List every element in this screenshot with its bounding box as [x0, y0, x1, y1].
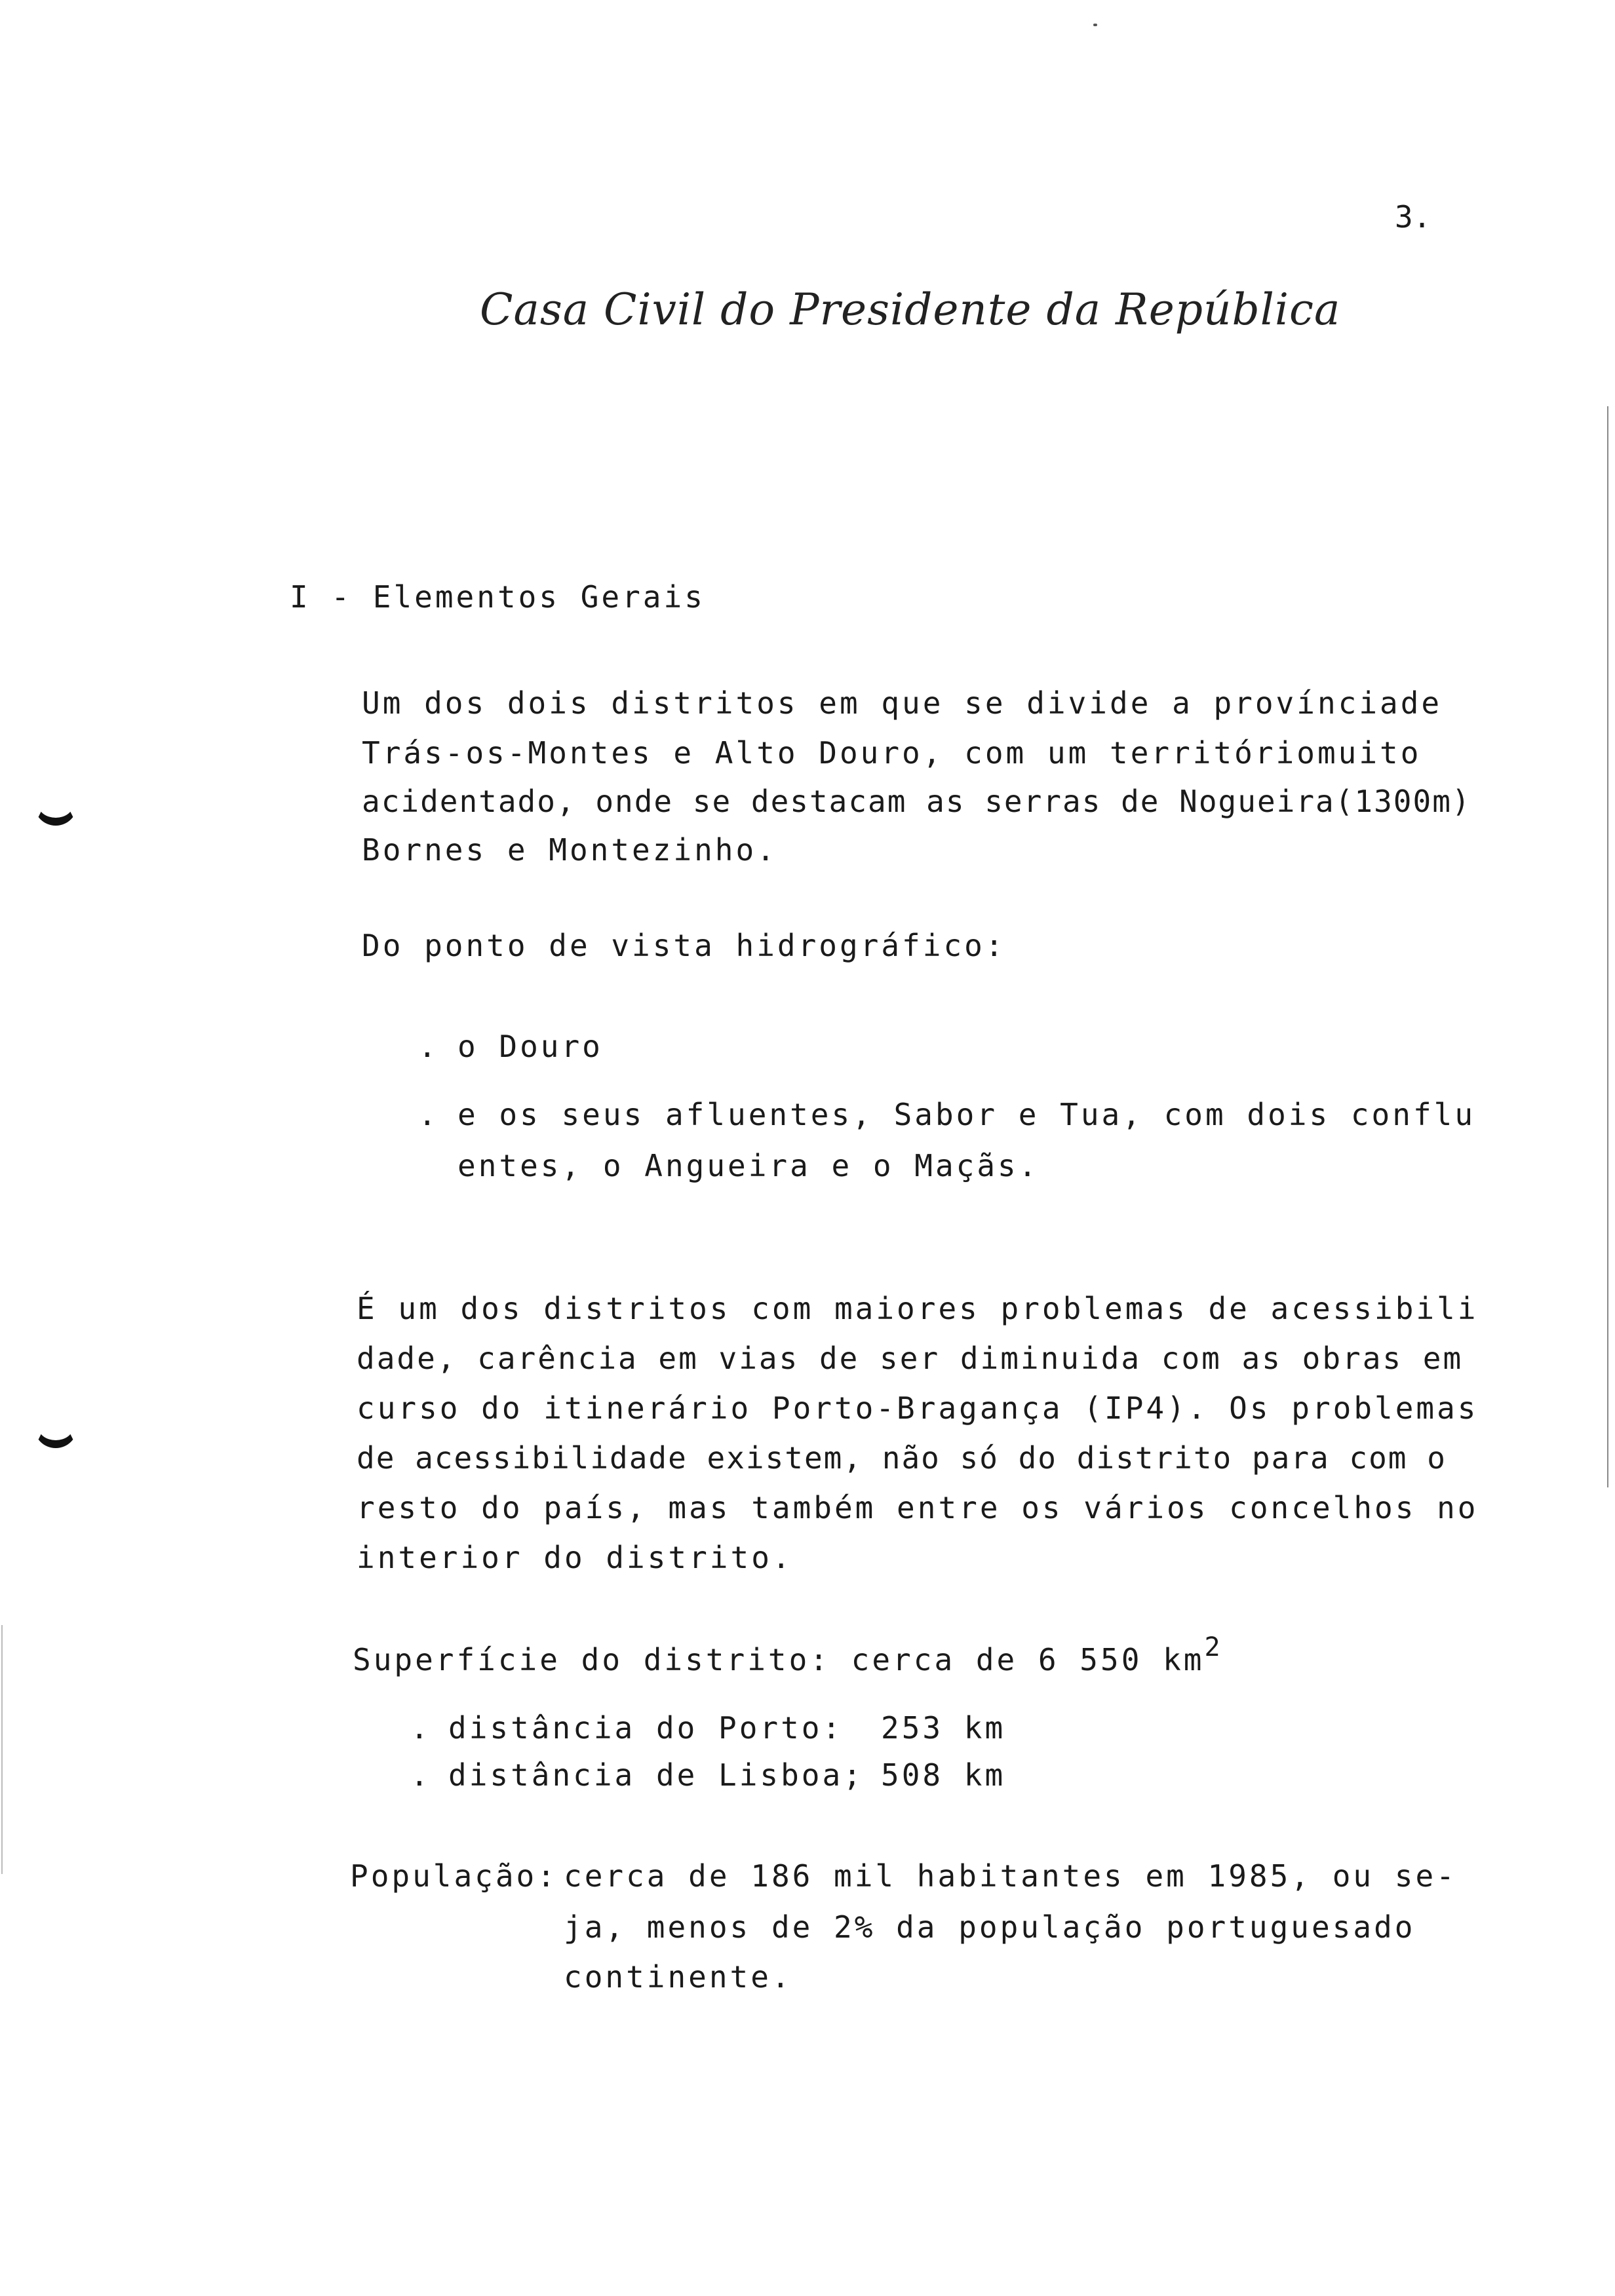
hydro-item-text-2: e os seus afluentes, Sabor e Tua, com dois conflu [457, 1097, 1476, 1132]
distance-label-1: distância do Porto: [448, 1710, 844, 1746]
population-label: População: [350, 1858, 558, 1894]
access-line-1: É um dos distritos com maiores problemas de acessibili [357, 1291, 1479, 1326]
intro-line-4: Bornes e Montezinho. [362, 832, 777, 868]
hydro-item-bullet-1: . [418, 1029, 439, 1064]
access-line-4: de acessibilidade existem, não só do distrito para com o [357, 1440, 1447, 1476]
intro-line-2 [362, 735, 1422, 771]
right-edge-line [1607, 406, 1608, 1487]
intro-line-1-text: Um dos dois distritos em que se divide a província [362, 685, 1401, 721]
punch-hole-upper [34, 799, 77, 826]
distance-bullet-2: . [410, 1757, 431, 1793]
surface-line [353, 1632, 1223, 1677]
population-line-1: cerca de 186 mil habitantes em 1985, ou se- [564, 1858, 1457, 1894]
distance-bullet-1: . [410, 1710, 431, 1746]
population-line-3: continente. [564, 1959, 792, 1995]
access-line-2: dade, carência em vias de ser diminuida com as obras em [357, 1341, 1464, 1376]
distance-value-1: 253 km [881, 1710, 1006, 1746]
population-line-2-text: ja, menos de 2% da população portuguesa [564, 1909, 1374, 1945]
left-edge-line [1, 1625, 3, 1874]
intro-line-2-end: muito [1317, 735, 1422, 771]
distance-label-2: distância de Lisboa; [448, 1757, 864, 1793]
surface-superscript: 2 [1204, 1632, 1223, 1662]
intro-line-3: acidentado, onde se destacam as serras de Nogueira(1300m) [362, 784, 1471, 819]
access-line-6: interior do distrito. [357, 1540, 793, 1575]
letterhead: Casa Civil do Presidente da República [480, 284, 1341, 335]
population-line-2 [564, 1909, 1416, 1945]
access-line-3: curso do itinerário Porto-Bragança (IP4). Os problemas [357, 1390, 1479, 1426]
hydro-label: Do ponto de vista hidrográfico: [362, 928, 1006, 963]
intro-line-2-text: Trás-os-Montes e Alto Douro, com um território [362, 735, 1317, 771]
hydro-item-text-1: o Douro [457, 1029, 603, 1064]
hydro-item-continuation-2: entes, o Angueira e o Maçãs. [457, 1148, 1040, 1183]
page-number: 3. [1395, 199, 1431, 235]
scan-speck [1093, 24, 1097, 26]
intro-line-1 [362, 685, 1443, 721]
population-line-2-end: do [1374, 1909, 1416, 1945]
section-heading: I - Elementos Gerais [290, 579, 705, 615]
hydro-item-bullet-2: . [418, 1097, 439, 1132]
intro-line-1-end: de [1400, 685, 1443, 721]
punch-hole-lower [34, 1422, 77, 1448]
access-line-5: resto do país, mas também entre os vários concelhos no [357, 1490, 1479, 1525]
distance-value-2: 508 km [881, 1757, 1006, 1793]
surface-label: Superfície do distrito: cerca de 6 550 km [353, 1642, 1205, 1677]
